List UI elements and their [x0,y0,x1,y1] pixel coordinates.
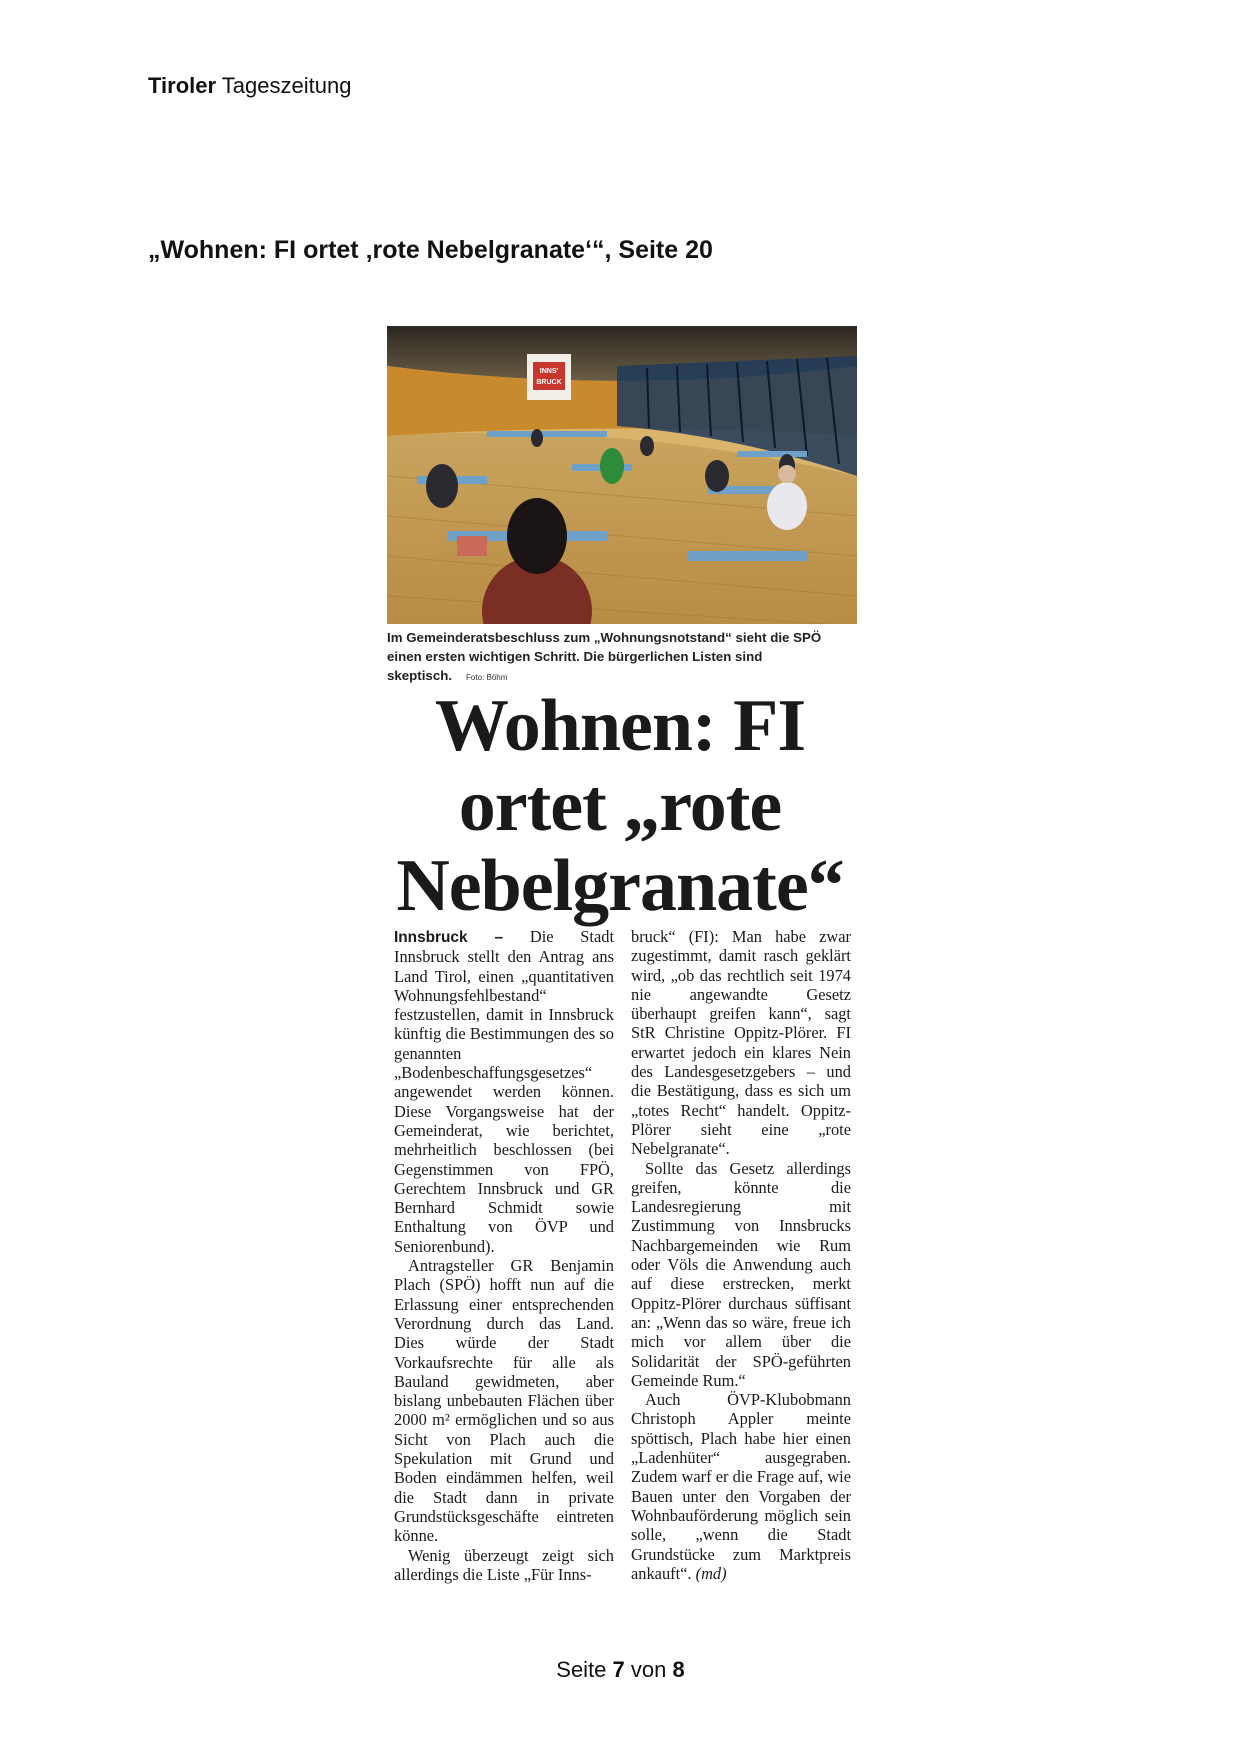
reference-title: „Wohnen: FI ortet ‚rote Nebelgranate‘“, Seite 20 [148,236,713,264]
article-headline [383,686,857,926]
footer-middle: von [624,1657,673,1682]
paragraph [394,927,614,1256]
caption-text: Im Gemeinderatsbeschluss zum „Wohnungsnotstand“ sieht die SPÖ einen ersten wichtigen Schritt. Die bürgerlichen Listen sind skeptisch. [387,630,822,683]
headline-line-2: ortet „rote [458,765,782,847]
photo-caption [387,628,857,687]
article-photo [387,326,857,624]
paragraph: Antragsteller GR Benjamin Plach (SPÖ) hofft nun auf die Erlassung einer entsprechenden Verordnung durch das Land. Dies würde der Stadt Vorkaufsrechte für alle als Bauland gewidmeten, aber bislang unbebauten Flächen über 2000 m² ermöglichen und so aus Sicht von Plach auch die Spekulation mit Grund und Boden eindämmen helfen, weil die Stadt dann in private Grundstücksgeschäfte eintreten könne. [394,1256,614,1546]
footer-prefix: Seite [556,1657,613,1682]
dateline: Innsbruck – [394,929,504,946]
footer-total: 8 [672,1657,685,1682]
footer-page: 7 [612,1657,625,1682]
publication-masthead [148,73,351,99]
headline-line-1: Wohnen: FI [434,685,806,767]
banner-text-2: BRUCK [536,379,562,386]
article-column-right [631,927,851,1583]
author-initials: (md) [695,1563,727,1583]
paragraph-text: Auch ÖVP-Klubobmann Christoph Appler meinte spöttisch, Plach habe hier einen „Ladenhüter“ ausgegraben. Zudem warf er die Frage auf, wie Bauen unter den Vorgaben der Wohnbauförderung möglich sein solle, „wenn die Stadt Grundstücke zum Marktpreis ankauft“. [631,1390,851,1583]
article-column-left [394,927,614,1584]
page-number-footer [0,1657,1241,1683]
paragraph: Sollte das Gesetz allerdings greifen, könnte die Landesregierung mit Zustimmung von Innsbrucks Nachbargemeinden wie Rum oder Völs die Anwendung auch auf diese erstrecken, merkt Oppitz-Plörer durchaus süffisant an: „Wenn das so wäre, freue ich mich vor allem über die Solidarität der SPÖ-geführten Gemeinde Rum.“ [631,1158,851,1390]
newspaper-clipping [383,322,857,1586]
paragraph: bruck“ (FI): Man habe zwar zugestimmt, damit rasch geklärt wird, „ob das rechtlich seit 1974 nie angewandte Gesetz überhaupt greifen kann“, sagt StR Christine Oppitz-Plörer. FI erwartet jedoch ein klares Nein des Landesgesetzgebers – und die Bestätigung, dass es sich um „totes Recht“ handelt. Oppitz-Plörer sieht eine „rote Nebelgranate“. [631,927,851,1159]
council-chamber-photo [387,326,857,624]
paragraph [631,1390,851,1583]
paragraph: Wenig überzeugt zeigt sich allerdings die Liste „Für Inns- [394,1545,614,1584]
masthead-bold: Tiroler [148,73,217,98]
headline-line-3: Nebelgranate“ [396,845,844,927]
banner-text-1: INNS' [539,368,559,375]
masthead-rest: Tageszeitung [216,73,352,98]
photo-credit: Foto: Böhm [466,673,508,682]
paragraph-text: Die Stadt Innsbruck stellt den Antrag ans Land Tirol, einen „quantitativen Wohnungsfehlbestand“ festzustellen, damit in Innsbruck künftig die Bestimmungen des so genannten „Bodenbeschaffungsgesetzes“ angewendet werden können. Diese Vorgangsweise hat der Gemeinderat, wie berichtet, mehrheitlich beschlossen (bei Gegenstimmen von FPÖ, Gerechtem Innsbruck und GR Bernhard Schmidt sowie Enthaltung von ÖVP und Seniorenbund). [394,927,614,1256]
